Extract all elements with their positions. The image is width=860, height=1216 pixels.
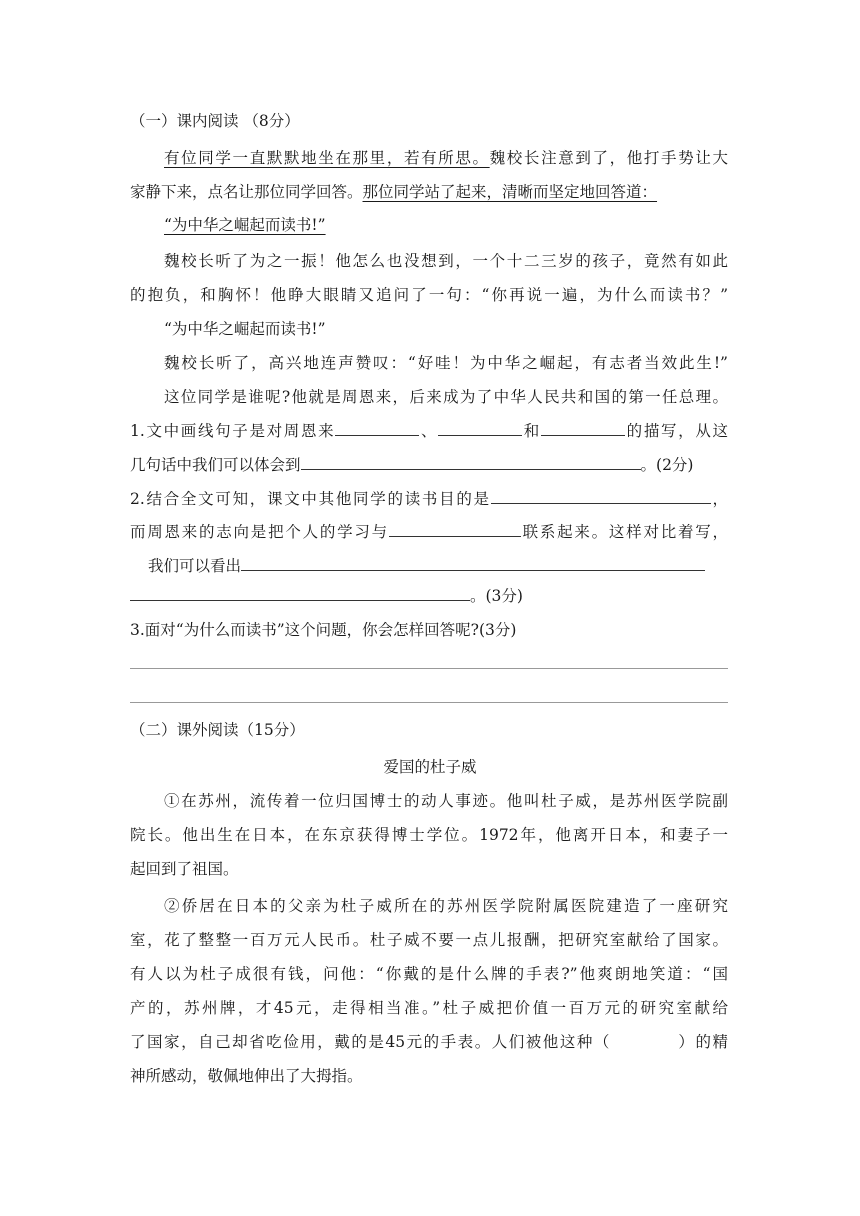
question2-text: ， bbox=[710, 490, 728, 508]
article-text: ）的精 bbox=[676, 1033, 728, 1051]
article-p2-line5 bbox=[130, 1032, 728, 1052]
passage5-line: 这位同学是谁呢?他就是周恩来，后来成为了中华人民共和国的第一任总理。 bbox=[164, 388, 728, 406]
question1-text: 、 bbox=[419, 422, 439, 440]
article-p1-line3: 起回到了祖国。 bbox=[130, 860, 239, 878]
article-p1-line1: ①在苏州，流传着一位归国博士的动人事迹。他叫杜子威，是苏州医学院副 bbox=[164, 792, 728, 810]
underlined-sentence-2: 那位同学站了起来，清晰而坚定地回答道： bbox=[362, 183, 658, 201]
passage1-line3 bbox=[164, 215, 728, 235]
passage2-line2: 的抱负，和胸怀！他睁大眼睛又追问了一句：“你再说一遍，为什么而读书？” bbox=[130, 286, 728, 304]
question1-text: 1.文中画线句子是对周恩来 bbox=[130, 422, 336, 440]
answer-blank[interactable] bbox=[438, 420, 522, 436]
answer-line[interactable] bbox=[130, 668, 728, 669]
passage1-text: 魏校长注意到了，他打手势让大 bbox=[489, 149, 728, 167]
section2-heading: （二）课外阅读（15分） bbox=[130, 721, 305, 739]
answer-blank[interactable] bbox=[241, 555, 705, 571]
answer-blank[interactable] bbox=[541, 420, 625, 436]
passage4-line: 魏校长听了，高兴地连声赞叹：“好哇！为中华之崛起，有志者当效此生!” bbox=[164, 354, 728, 372]
answer-blank[interactable] bbox=[389, 521, 521, 537]
article-p1-line2: 院长。他出生在日本，在东京获得博士学位。1972年，他离开日本，和妻子一 bbox=[130, 826, 728, 844]
underlined-sentence-1: 有位同学一直默默地坐在那里，若有所思。 bbox=[164, 149, 490, 167]
passage2-line1: 魏校长听了为之一振！他怎么也没想到，一个十二三岁的孩子，竟然有如此 bbox=[164, 252, 728, 270]
article-p2-line6: 神所感动，敬佩地伸出了大拇指。 bbox=[130, 1067, 363, 1085]
question2-text: 联系起来。这样对比着写， bbox=[520, 523, 728, 541]
answer-blank[interactable] bbox=[335, 420, 419, 436]
question3-line: 3.面对“为什么而读书”这个问题，你会怎样回答呢?(3分) bbox=[130, 621, 517, 639]
question2-score: 。(3分) bbox=[470, 587, 523, 605]
passage1-text: 家静下来，点名让那位同学回答。 bbox=[130, 183, 363, 201]
question2-text: 2.结合全文可知，课文中其他同学的读书目的是 bbox=[130, 490, 491, 508]
question2-text: 而周恩来的志向是把个人的学习与 bbox=[130, 523, 389, 541]
question1-text: 的描写，从这 bbox=[624, 422, 728, 440]
article-p2-line3: 有人以为杜子成很有钱，问他：“你戴的是什么牌的手表?”他爽朗地笑道：“国 bbox=[130, 965, 728, 983]
article-p2-line4: 产的，苏州牌，才45元，走得相当准。”杜子威把价值一百万元的研究室献给 bbox=[130, 999, 728, 1017]
question2-line3 bbox=[148, 555, 728, 576]
article-p2-line1: ②侨居在日本的父亲为杜子威所在的苏州医学院附属医院建造了一座研究 bbox=[164, 897, 728, 915]
question1-score: 。(2分) bbox=[640, 456, 694, 474]
passage1-line1 bbox=[164, 148, 728, 168]
underlined-sentence-3: “为中华之崛起而读书!” bbox=[164, 216, 326, 234]
question2-text: 我们可以看出 bbox=[148, 557, 242, 575]
passage1-line2 bbox=[130, 182, 728, 202]
question1-line2 bbox=[130, 454, 728, 475]
article-p2-line2: 室，花了整整一百万元人民币。杜子威不要一点儿报酬，把研究室献给了国家。 bbox=[130, 931, 728, 949]
answer-blank[interactable] bbox=[130, 585, 470, 601]
article-text: 了国家，自己却省吃俭用，戴的是45元的手表。人们被他这种（ bbox=[130, 1033, 611, 1051]
answer-blank[interactable] bbox=[301, 454, 641, 470]
section1-heading: （一）课内阅读 （8分） bbox=[130, 112, 300, 130]
article-title: 爱国的杜子威 bbox=[383, 758, 477, 776]
question2-line4 bbox=[130, 585, 728, 606]
question2-line1 bbox=[130, 488, 728, 509]
answer-blank[interactable] bbox=[491, 488, 711, 504]
passage3-line: “为中华之崛起而读书!” bbox=[164, 320, 326, 338]
question1-text: 几句话中我们可以体会到 bbox=[130, 456, 301, 474]
question1-line1 bbox=[130, 420, 728, 441]
answer-line[interactable] bbox=[130, 702, 728, 703]
question2-line2 bbox=[130, 521, 728, 542]
question1-text: 和 bbox=[522, 422, 541, 440]
